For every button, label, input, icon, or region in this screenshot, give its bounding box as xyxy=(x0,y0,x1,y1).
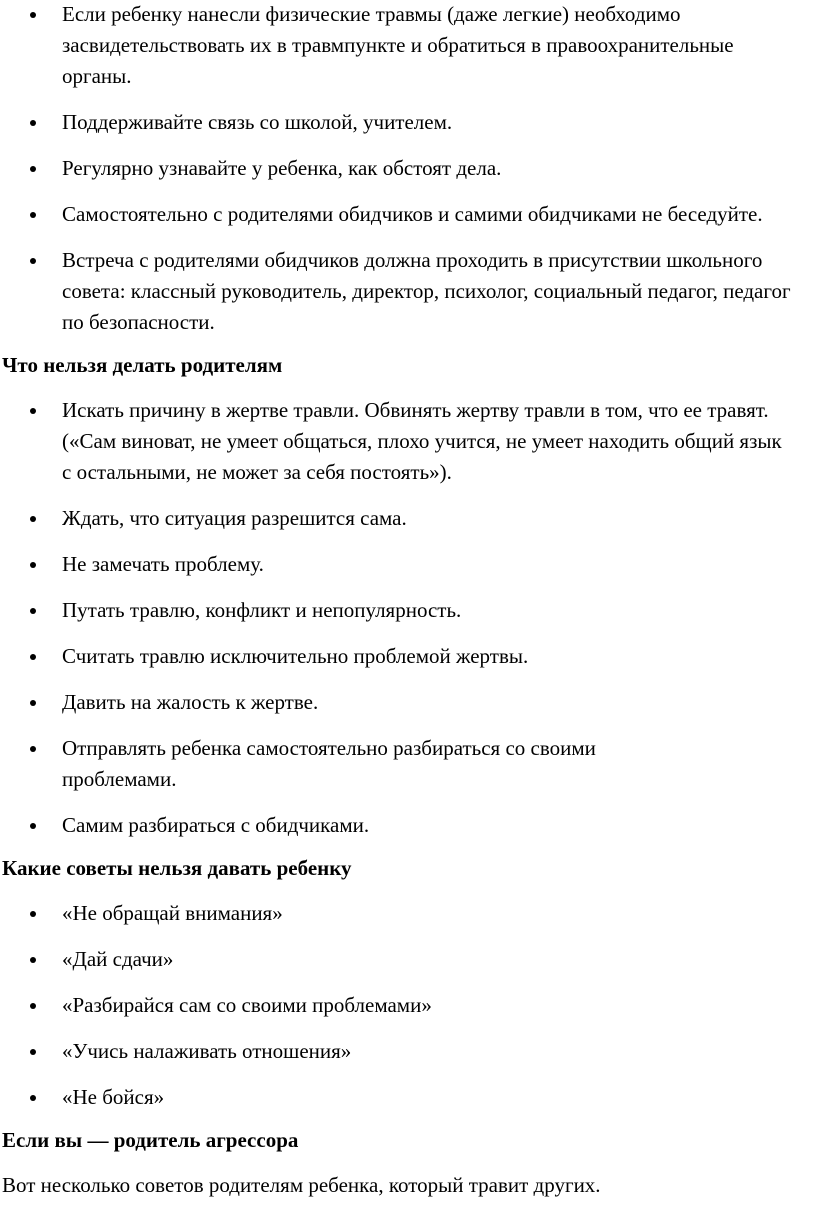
section-heading-aggressor: Если вы — родитель агрессора xyxy=(2,1128,299,1152)
list-item-text: «Дай сдачи» xyxy=(62,947,174,971)
list-item-text: Считать травлю исключительно проблемой жертвы. xyxy=(62,644,529,668)
list-item-text: «Учись налаживать отношения» xyxy=(62,1039,352,1063)
list-item-text: Поддерживайте связь со школой, учителем. xyxy=(62,110,453,134)
bad-advice-list xyxy=(0,898,816,1113)
list-item xyxy=(0,549,816,580)
bullet-icon xyxy=(30,608,36,614)
support-advice-list xyxy=(0,0,816,338)
list-item-text: «Не обращай внимания» xyxy=(62,901,283,925)
bullet-icon xyxy=(30,562,36,568)
dont-parents-list xyxy=(0,395,816,841)
section-heading-dont-parents: Что нельзя делать родителям xyxy=(2,353,283,377)
list-item xyxy=(0,107,816,138)
bullet-icon xyxy=(30,654,36,660)
list-item-text: Встреча с родителями обидчиков должна проходить в присутствии школьного совета: классный руководитель, директор, психолог, социальный педагог, педагог по безопасности. xyxy=(62,248,791,334)
list-item-text: Если ребенку нанесли физические травмы (даже легкие) необходимо засвидетельствовать их в травмпункте и обратиться в правоохранительные органы. xyxy=(62,2,734,88)
list-item-text: Не замечать проблему. xyxy=(62,552,264,576)
bullet-icon xyxy=(30,1049,36,1055)
bullet-icon xyxy=(30,166,36,172)
bullet-icon xyxy=(30,911,36,917)
bullet-icon xyxy=(30,12,36,18)
list-item-text: Отправлять ребенка самостоятельно разбираться со своими проблемами. xyxy=(62,736,596,791)
list-item xyxy=(0,1082,816,1113)
list-item xyxy=(0,898,816,929)
list-item xyxy=(0,199,816,230)
bullet-icon xyxy=(30,1003,36,1009)
list-item xyxy=(0,153,816,184)
section-heading-bad-advice: Какие советы нельзя давать ребенку xyxy=(2,856,352,880)
list-item-text: Искать причину в жертве травли. Обвинять жертву травли в том, что ее травят. («Сам виноват, не умеет общаться, плохо учится, не умеет находить общий язык с остальными, не может за себя постоять»). xyxy=(62,398,782,484)
list-item xyxy=(0,245,816,338)
list-item-text: Давить на жалость к жертве. xyxy=(62,690,319,714)
list-item xyxy=(0,733,816,795)
list-item xyxy=(0,687,816,718)
bullet-icon xyxy=(30,957,36,963)
list-item xyxy=(0,595,816,626)
list-item xyxy=(0,395,816,488)
list-item-text: Путать травлю, конфликт и непопулярность. xyxy=(62,598,462,622)
bullet-icon xyxy=(30,1095,36,1101)
list-item-text: «Не бойся» xyxy=(62,1085,165,1109)
bullet-icon xyxy=(30,408,36,414)
bullet-icon xyxy=(30,516,36,522)
bullet-icon xyxy=(30,258,36,264)
list-item xyxy=(0,641,816,672)
aggressor-intro-paragraph: Вот несколько советов родителям ребенка, который травит других. xyxy=(2,1173,601,1197)
bullet-icon xyxy=(30,120,36,126)
bullet-icon xyxy=(30,823,36,829)
list-item-text: «Разбирайся сам со своими проблемами» xyxy=(62,993,432,1017)
list-item xyxy=(0,810,816,841)
list-item-text: Самостоятельно с родителями обидчиков и самими обидчиками не беседуйте. xyxy=(62,202,763,226)
list-item-text: Самим разбираться с обидчиками. xyxy=(62,813,370,837)
bullet-icon xyxy=(30,746,36,752)
list-item-text: Регулярно узнавайте у ребенка, как обстоят дела. xyxy=(62,156,502,180)
list-item xyxy=(0,1036,816,1067)
list-item-text: Ждать, что ситуация разрешится сама. xyxy=(62,506,407,530)
bullet-icon xyxy=(30,700,36,706)
list-item xyxy=(0,503,816,534)
list-item xyxy=(0,990,816,1021)
bullet-icon xyxy=(30,212,36,218)
list-item xyxy=(0,0,816,92)
list-item xyxy=(0,944,816,975)
